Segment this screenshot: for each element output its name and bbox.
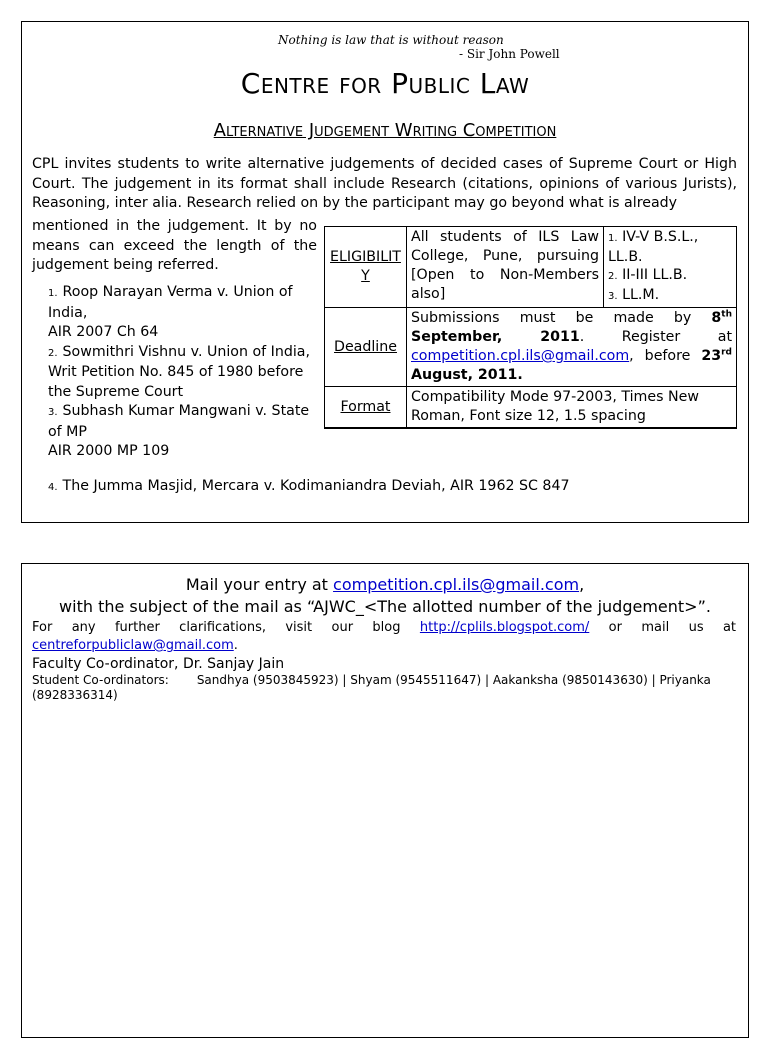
level-item	[608, 286, 732, 306]
student-coordinators-list: Sandhya (9503845923) | Shyam (9545511647) | Aakanksha (9850143630) | Priyanka (8928336314)	[32, 673, 711, 702]
intro-paragraph: CPL invites students to write alternative judgements of decided cases of Supreme Court or High Court. The judgement in its format shall include Research (citations, opinions of various Jurists), Reasoning, inter alia. Research relied on by the participant may go beyond what is already	[32, 156, 737, 211]
case-number: 3.	[48, 407, 58, 418]
clarification-text	[32, 619, 736, 655]
deadline-label: Deadline	[325, 308, 407, 387]
clarification-end: .	[233, 638, 238, 653]
case-name: Sowmithri Vishnu v. Union of India,	[62, 343, 310, 360]
register-day-suffix: rd	[721, 347, 732, 358]
case-citation: AIR 2007 Ch 64	[48, 324, 159, 340]
page-title: Centre for Public Law	[240, 67, 530, 100]
case-name: Roop Narayan Verma v. Union of India,	[48, 284, 293, 321]
level-number: 2.	[608, 271, 618, 282]
mail-subject-line: with the subject of the mail as “AJWC_<The allotted number of the judgement>”.	[59, 597, 711, 616]
deadline-intro: Submissions must be made by	[411, 310, 692, 326]
faculty-coordinator: Faculty Co-ordinator, Dr. Sanjay Jain	[32, 656, 285, 672]
eligibility-label-text: ELIGIBILITY	[330, 249, 401, 284]
level-text: LL.M.	[622, 287, 660, 303]
case-citation: Writ Petition No. 845 of 1980 before the Supreme Court	[48, 364, 304, 400]
level-item	[608, 266, 732, 286]
level-text: II-III LL.B.	[622, 267, 688, 283]
cpl-email-link[interactable]: centreforpubliclaw@gmail.com	[32, 638, 234, 653]
intro-paragraph-continued: mentioned in the judgement. It by no means can exceed the length of the judgement being referred.	[32, 218, 317, 273]
case-item	[48, 402, 318, 462]
case-citation: AIR 2000 MP 109	[48, 443, 170, 459]
case-number: 1.	[48, 288, 58, 299]
case-item	[48, 283, 318, 343]
eligibility-levels	[604, 227, 737, 308]
case-name: Subhash Kumar Mangwani v. State of MP	[48, 403, 310, 440]
case-item	[48, 477, 570, 498]
deadline-day: 8	[711, 310, 722, 326]
format-label: Format	[325, 387, 407, 429]
deadline-text	[407, 308, 737, 387]
page-subtitle: Alternative Judgement Writing Competition	[213, 120, 557, 141]
eligibility-label	[325, 227, 407, 308]
quote-text: Nothing is law that is without reason	[278, 33, 504, 47]
format-row	[325, 387, 737, 429]
student-coordinators-label: Student Co-ordinators:	[32, 673, 169, 687]
deadline-date: September, 2011	[411, 329, 580, 345]
format-text: Compatibility Mode 97-2003, Times New Roman, Font size 12, 1.5 spacing	[407, 387, 737, 429]
level-number: 1.	[608, 233, 618, 244]
case-number: 2.	[48, 347, 58, 359]
level-item	[608, 228, 732, 266]
clarification-prefix: For any further clarifications, visit our blog	[32, 620, 401, 635]
deadline-row	[325, 308, 737, 387]
level-text: IV-V B.S.L., LL.B.	[608, 229, 699, 265]
mail-prefix: Mail your entry at	[185, 575, 328, 594]
level-number: 3.	[608, 291, 618, 302]
register-date: August, 2011.	[411, 367, 523, 383]
before-text: , before	[629, 348, 691, 364]
blog-link[interactable]: http://cplils.blogspot.com/	[419, 620, 590, 635]
register-email-link[interactable]: competition.cpl.ils@gmail.com	[411, 348, 630, 364]
details-table	[324, 226, 737, 429]
competition-notice-box	[21, 21, 749, 523]
register-day: 23	[701, 348, 722, 364]
case-name: The Jumma Masjid, Mercara v. Kodimaniandra Deviah, AIR 1962 SC 847	[62, 478, 570, 494]
mail-entry-email-link[interactable]: competition.cpl.ils@gmail.com	[333, 575, 580, 594]
eligibility-text: All students of ILS Law College, Pune, pursuing [Open to Non-Members also]	[407, 227, 604, 308]
mail-suffix: ,	[579, 575, 585, 594]
mail-entry-line	[22, 575, 748, 594]
case-list	[48, 283, 318, 462]
case-item	[48, 343, 318, 403]
case-number: 4.	[48, 482, 58, 493]
quote-author: - Sir John Powell	[459, 47, 560, 61]
deadline-day-suffix: th	[721, 309, 732, 320]
contact-box	[21, 563, 749, 1038]
eligibility-row	[325, 227, 737, 308]
register-text: . Register at	[579, 329, 733, 345]
clarification-mid: or mail us at	[608, 620, 737, 635]
student-coordinators	[32, 673, 732, 703]
